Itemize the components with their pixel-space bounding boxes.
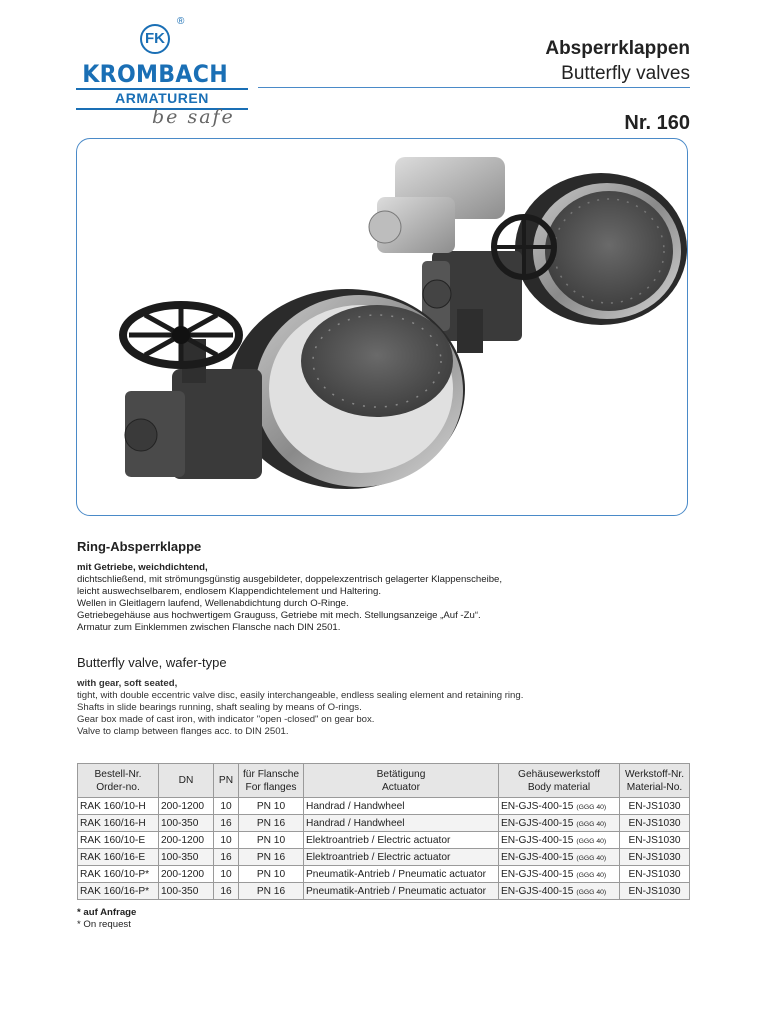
cell-material-no: EN-JS1030 bbox=[620, 832, 690, 849]
cell-flange: PN 10 bbox=[239, 832, 304, 849]
table-row bbox=[78, 883, 690, 900]
body-material-note: (GGG 40) bbox=[576, 837, 607, 845]
cell-order: RAK 160/10-E bbox=[78, 832, 159, 849]
section-title-german: Ring-Absperrklappe bbox=[77, 539, 202, 554]
body-material: EN-GJS-400-15 bbox=[501, 834, 574, 846]
header-label: Body material bbox=[527, 781, 591, 793]
description-english-line: tight, with double eccentric valve disc, easily interchangeable, endless sealing element and retaining ring. bbox=[77, 689, 524, 701]
valve-handwheel-illustration bbox=[123, 289, 465, 489]
description-english-line: Gear box made of cast iron, with indicator "open -closed" on gear box. bbox=[77, 713, 375, 725]
cell-dn: 100-350 bbox=[159, 849, 214, 866]
description-german-line: leicht auswechselbarem, endlosem Klappendichtelement und Haltering. bbox=[77, 585, 381, 597]
table-row bbox=[78, 798, 690, 815]
cell-pn: 10 bbox=[214, 866, 239, 883]
col-dn: DN bbox=[159, 764, 214, 798]
description-german-line: dichtschließend, mit strömungsgünstig ausgebildeter, doppelexzentrisch gelagerter Klappenscheibe, bbox=[77, 573, 503, 585]
cell-order: RAK 160/16-H bbox=[78, 815, 159, 832]
body-material-note: (GGG 40) bbox=[576, 871, 607, 879]
table-row bbox=[78, 832, 690, 849]
page-title-german: Absperrklappen bbox=[545, 38, 690, 59]
logo-tagline: be safe bbox=[152, 106, 235, 128]
cell-actuator: Handrad / Handwheel bbox=[304, 798, 499, 815]
cell-material-no: EN-JS1030 bbox=[620, 883, 690, 900]
body-material-note: (GGG 40) bbox=[576, 820, 607, 828]
col-actuator bbox=[304, 764, 499, 798]
header-label: für Flansche bbox=[242, 768, 300, 780]
cell-actuator: Handrad / Handwheel bbox=[304, 815, 499, 832]
description-german bbox=[77, 562, 502, 633]
cell-dn: 200-1200 bbox=[159, 798, 214, 815]
cell-pn: 16 bbox=[214, 849, 239, 866]
cell-order: RAK 160/16-E bbox=[78, 849, 159, 866]
logo-wordmark: KROMBACH bbox=[82, 60, 228, 88]
header-label: Betätigung bbox=[376, 768, 426, 780]
body-material: EN-GJS-400-15 bbox=[501, 868, 574, 880]
header-label: Actuator bbox=[382, 781, 420, 793]
table-row bbox=[78, 815, 690, 832]
cell-body bbox=[499, 883, 620, 900]
header-label: Gehäusewerkstoff bbox=[518, 768, 600, 780]
cell-body bbox=[499, 866, 620, 883]
cell-pn: 16 bbox=[214, 883, 239, 900]
cell-dn: 200-1200 bbox=[159, 866, 214, 883]
header-label: Material-No. bbox=[626, 781, 683, 793]
cell-material-no: EN-JS1030 bbox=[620, 866, 690, 883]
cell-pn: 10 bbox=[214, 832, 239, 849]
col-body-material bbox=[499, 764, 620, 798]
cell-body bbox=[499, 798, 620, 815]
cell-flange: PN 16 bbox=[239, 849, 304, 866]
description-german-line: Armatur zum Einklemmen zwischen Flansche nach DIN 2501. bbox=[77, 621, 341, 633]
cell-actuator: Elektroantrieb / Electric actuator bbox=[304, 832, 499, 849]
description-german-line: Wellen in Gleitlagern laufend, Wellenabdichtung durch O-Ringe. bbox=[77, 597, 349, 609]
description-english-line: Valve to clamp between flanges acc. to DIN 2501. bbox=[77, 725, 289, 737]
logo-subtitle: ARMATUREN bbox=[115, 90, 209, 106]
header-label: Werkstoff-Nr. bbox=[624, 768, 685, 780]
body-material-note: (GGG 40) bbox=[576, 888, 607, 896]
cell-actuator: Elektroantrieb / Electric actuator bbox=[304, 849, 499, 866]
cell-material-no: EN-JS1030 bbox=[620, 815, 690, 832]
col-pn: PN bbox=[214, 764, 239, 798]
section-title-english: Butterfly valve, wafer-type bbox=[77, 655, 227, 670]
body-material: EN-GJS-400-15 bbox=[501, 885, 574, 897]
header-rule bbox=[258, 87, 690, 88]
cell-flange: PN 16 bbox=[239, 815, 304, 832]
body-material: EN-GJS-400-15 bbox=[501, 817, 574, 829]
cell-actuator: Pneumatik-Antrieb / Pneumatic actuator bbox=[304, 866, 499, 883]
description-english-line: Shafts in slide bearings running, shaft sealing by means of O-rings. bbox=[77, 701, 362, 713]
cell-body bbox=[499, 849, 620, 866]
table-row bbox=[78, 849, 690, 866]
description-english bbox=[77, 678, 523, 738]
model-number: Nr. 160 bbox=[624, 112, 690, 134]
body-material-note: (GGG 40) bbox=[576, 854, 607, 862]
description-german-lead: mit Getriebe, weichdichtend, bbox=[77, 562, 208, 573]
cell-pn: 10 bbox=[214, 798, 239, 815]
table-header-row bbox=[78, 764, 690, 798]
cell-dn: 100-350 bbox=[159, 815, 214, 832]
registered-mark: ® bbox=[177, 16, 185, 27]
spec-table bbox=[77, 763, 690, 900]
body-material: EN-GJS-400-15 bbox=[501, 851, 574, 863]
cell-body bbox=[499, 815, 620, 832]
cell-material-no: EN-JS1030 bbox=[620, 798, 690, 815]
cell-actuator: Pneumatik-Antrieb / Pneumatic actuator bbox=[304, 883, 499, 900]
logo-emblem: FK bbox=[140, 24, 170, 54]
header-label: For flanges bbox=[245, 781, 297, 793]
header-label: Order-no. bbox=[96, 781, 140, 793]
cell-order: RAK 160/10-P* bbox=[78, 866, 159, 883]
cell-dn: 100-350 bbox=[159, 883, 214, 900]
col-order-no bbox=[78, 764, 159, 798]
product-photo-frame bbox=[76, 138, 688, 516]
body-material: EN-GJS-400-15 bbox=[501, 800, 574, 812]
cell-flange: PN 10 bbox=[239, 798, 304, 815]
cell-order: RAK 160/16-P* bbox=[78, 883, 159, 900]
footnote bbox=[77, 907, 136, 930]
cell-material-no: EN-JS1030 bbox=[620, 849, 690, 866]
col-material-no bbox=[620, 764, 690, 798]
cell-body bbox=[499, 832, 620, 849]
company-logo bbox=[76, 16, 256, 136]
table-row bbox=[78, 866, 690, 883]
description-english-lead: with gear, soft seated, bbox=[77, 678, 178, 689]
cell-flange: PN 10 bbox=[239, 866, 304, 883]
page-title-english: Butterfly valves bbox=[561, 63, 690, 84]
body-material-note: (GGG 40) bbox=[576, 803, 607, 811]
footnote-english: * On request bbox=[77, 918, 131, 930]
description-german-line: Getriebegehäuse aus hochwertigem Grauguss, Getriebe mit mech. Stellungsanzeige „Auf -Zu“. bbox=[77, 609, 481, 621]
product-photo bbox=[77, 139, 688, 516]
footnote-german: * auf Anfrage bbox=[77, 907, 137, 918]
header-label: Bestell-Nr. bbox=[94, 768, 142, 780]
cell-order: RAK 160/10-H bbox=[78, 798, 159, 815]
cell-flange: PN 16 bbox=[239, 883, 304, 900]
cell-pn: 16 bbox=[214, 815, 239, 832]
cell-dn: 200-1200 bbox=[159, 832, 214, 849]
col-flange bbox=[239, 764, 304, 798]
